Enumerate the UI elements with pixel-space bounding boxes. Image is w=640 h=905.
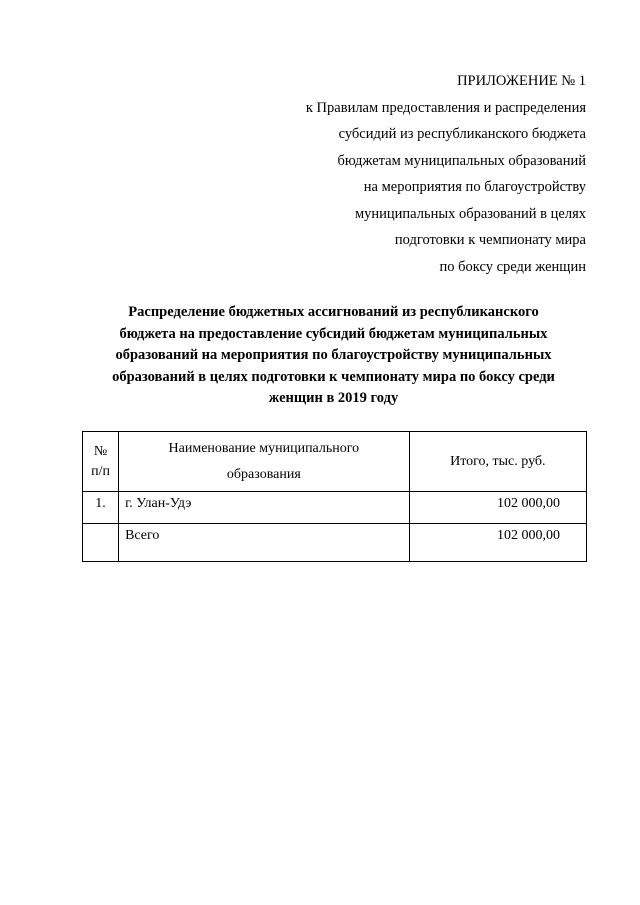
header-number [83,432,119,492]
appendix-line: муниципальных образований в целях [354,205,586,222]
table-header-row [83,432,587,492]
table-row [83,492,587,524]
appendix-block [306,68,586,280]
appendix-line: по боксу среди женщин [439,258,586,275]
appendix-line: субсидий из республиканского бюджета [338,126,586,142]
row-number [83,524,119,562]
allocation-table [82,431,587,562]
row-number: 1. [83,492,119,524]
appendix-line: бюджетам муниципальных образований [337,152,586,169]
appendix-line: подготовки к чемпионату мира [394,232,586,248]
header-municipality-line: образования [226,466,301,482]
title-line: образований на мероприятия по благоустройству муниципальных [115,347,552,363]
header-number-line: п/п [91,463,110,479]
header-total: Итого, тыс. руб. [409,432,586,492]
title-line: бюджета на предоставление субсидий бюджетам муниципальных [119,325,548,342]
row-total: 102 000,00 [409,524,586,562]
row-total: 102 000,00 [409,492,586,524]
header-municipality [119,432,410,492]
row-municipality: г. Улан-Удэ [119,492,410,524]
appendix-heading: ПРИЛОЖЕНИЕ № 1 [457,73,586,89]
document-title [80,302,587,410]
appendix-line: на мероприятия по благоустройству [363,179,586,195]
title-line: образований в целях подготовки к чемпионату мира по боксу среди [112,368,555,385]
header-number-line: № [93,443,108,459]
row-municipality: Всего [119,524,410,562]
appendix-line: к Правилам предоставления и распределения [305,99,586,116]
table-row-total [83,524,587,562]
title-line: Распределение бюджетных ассигнований из республиканского [128,304,539,320]
title-line: женщин в 2019 году [268,390,399,406]
header-municipality-line: Наименование муниципального [168,440,360,456]
